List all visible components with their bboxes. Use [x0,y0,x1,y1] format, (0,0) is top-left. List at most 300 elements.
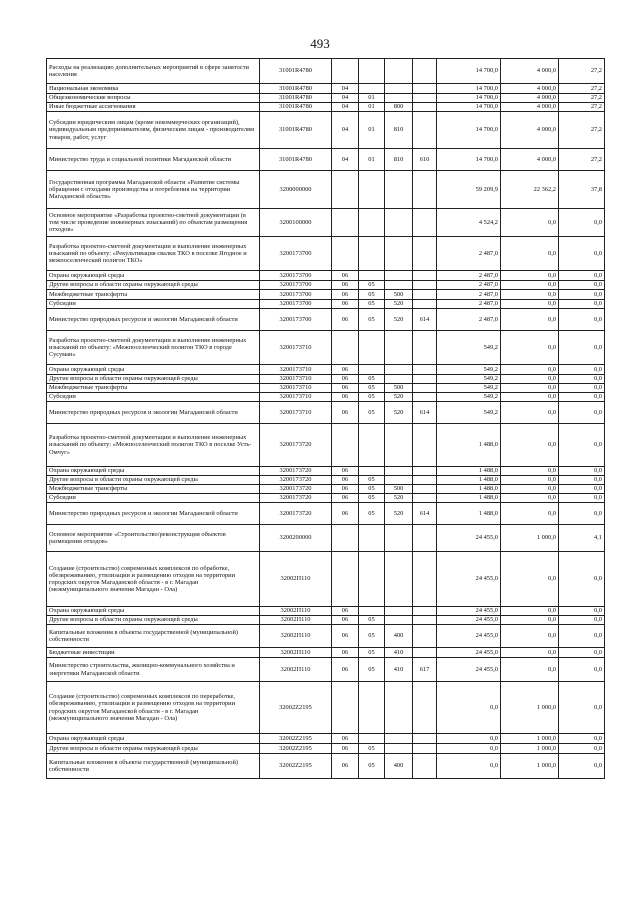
row-executed-amount-cell: 0,0 [501,375,559,384]
row-subsection-cell: 05 [359,494,385,503]
row-csr-cell: 3200173710 [260,375,332,384]
row-expense-type-cell [385,271,413,281]
row-percent-cell: 0,0 [559,290,605,300]
row-percent-cell: 37,8 [559,171,605,209]
row-administrator-cell [413,616,437,625]
row-administrator-cell: 614 [413,402,437,424]
row-subsection-cell: 05 [359,616,385,625]
row-administrator-cell [413,467,437,476]
row-subsection-cell: 05 [359,658,385,682]
row-csr-cell: 32002Z2195 [260,754,332,779]
table-row [47,424,605,467]
table-row [47,744,605,754]
row-expense-type-cell: 410 [385,658,413,682]
row-executed-amount-cell: 1 000,0 [501,754,559,779]
row-csr-cell: 3200173710 [260,393,332,402]
row-executed-amount-cell: 0,0 [501,365,559,375]
budget-table [46,58,605,779]
row-expense-type-cell: 520 [385,494,413,503]
row-subsection-cell [359,59,385,84]
row-plan-amount-cell: 0,0 [437,682,501,734]
row-executed-amount-cell: 0,0 [501,625,559,648]
row-name-cell: Субсидии [47,393,260,402]
row-csr-cell: 3200173720 [260,494,332,503]
row-administrator-cell: 614 [413,309,437,331]
row-section-cell: 06 [332,375,359,384]
row-subsection-cell: 01 [359,103,385,112]
row-name-cell: Охрана окружающей среды [47,607,260,616]
row-plan-amount-cell: 1 488,0 [437,494,501,503]
row-subsection-cell [359,365,385,375]
row-name-cell: Создание (строительство) современных комплексов по переработке, обезвреживанию, утилизации и размещению отходов на территории городских округов Магаданской области - в г. Магадан (межмуниципального значения Магадан - Ола) [47,682,260,734]
row-section-cell: 06 [332,309,359,331]
row-administrator-cell [413,103,437,112]
row-executed-amount-cell: 0,0 [501,476,559,485]
row-section-cell: 06 [332,281,359,290]
row-name-cell: Другие вопросы в области охраны окружающей среды [47,476,260,485]
row-section-cell [332,331,359,365]
row-executed-amount-cell: 0,0 [501,467,559,476]
row-plan-amount-cell: 0,0 [437,754,501,779]
row-subsection-cell: 05 [359,281,385,290]
row-subsection-cell: 01 [359,94,385,103]
table-row [47,648,605,658]
row-subsection-cell: 05 [359,503,385,525]
row-subsection-cell: 05 [359,744,385,754]
row-executed-amount-cell: 4 000,0 [501,84,559,94]
row-name-cell: Разработка проектно-сметной документации и выполнение инженерных изысканий по объекту: «Межпоселенческий полигон ТКО в поселке Усть-Омчуг» [47,424,260,467]
row-plan-amount-cell: 14 700,0 [437,149,501,171]
row-percent-cell: 0,0 [559,616,605,625]
row-section-cell [332,237,359,271]
row-subsection-cell: 05 [359,625,385,648]
row-percent-cell: 0,0 [559,237,605,271]
row-section-cell: 06 [332,384,359,393]
row-plan-amount-cell: 24 455,0 [437,525,501,552]
row-csr-cell: 32002Z2195 [260,744,332,754]
row-administrator-cell [413,84,437,94]
row-executed-amount-cell: 1 000,0 [501,525,559,552]
row-plan-amount-cell: 1 488,0 [437,476,501,485]
row-name-cell: Капитальные вложения в объекты государственной (муниципальной) собственности [47,754,260,779]
row-expense-type-cell: 520 [385,300,413,309]
row-expense-type-cell: 520 [385,503,413,525]
row-csr-cell: 3200200000 [260,525,332,552]
row-percent-cell: 0,0 [559,424,605,467]
row-section-cell: 06 [332,503,359,525]
row-expense-type-cell [385,331,413,365]
row-plan-amount-cell: 0,0 [437,744,501,754]
table-row [47,734,605,744]
row-expense-type-cell [385,616,413,625]
row-subsection-cell [359,424,385,467]
row-percent-cell: 0,0 [559,494,605,503]
row-percent-cell: 0,0 [559,503,605,525]
table-row [47,112,605,149]
row-name-cell: Другие вопросы в области охраны окружающей среды [47,281,260,290]
row-executed-amount-cell: 0,0 [501,331,559,365]
row-subsection-cell: 05 [359,290,385,300]
row-subsection-cell: 05 [359,393,385,402]
table-row [47,331,605,365]
row-administrator-cell: 610 [413,149,437,171]
row-subsection-cell: 05 [359,648,385,658]
row-csr-cell: 32002П110 [260,625,332,648]
table-row [47,402,605,424]
table-row [47,607,605,616]
row-csr-cell: 3200173720 [260,424,332,467]
row-plan-amount-cell: 1 488,0 [437,467,501,476]
row-subsection-cell: 01 [359,149,385,171]
row-expense-type-cell: 520 [385,402,413,424]
row-name-cell: Капитальные вложения в объекты государственной (муниципальной) собственности [47,625,260,648]
row-plan-amount-cell: 24 455,0 [437,552,501,607]
row-name-cell: Охрана окружающей среды [47,271,260,281]
row-subsection-cell: 05 [359,402,385,424]
table-row [47,365,605,375]
row-expense-type-cell: 810 [385,149,413,171]
row-executed-amount-cell: 0,0 [501,384,559,393]
table-row [47,476,605,485]
row-expense-type-cell: 500 [385,290,413,300]
row-name-cell: Охрана окружающей среды [47,467,260,476]
row-executed-amount-cell: 0,0 [501,271,559,281]
row-name-cell: Министерство труда и социальной политики Магаданской области [47,149,260,171]
row-csr-cell: 32002П110 [260,616,332,625]
row-section-cell: 06 [332,625,359,648]
row-plan-amount-cell: 2 487,0 [437,300,501,309]
row-plan-amount-cell: 24 455,0 [437,616,501,625]
row-section-cell: 06 [332,744,359,754]
row-plan-amount-cell: 549,2 [437,393,501,402]
row-csr-cell: 3200173700 [260,271,332,281]
row-administrator-cell [413,112,437,149]
row-plan-amount-cell: 14 700,0 [437,94,501,103]
row-section-cell: 06 [332,494,359,503]
row-plan-amount-cell: 24 455,0 [437,625,501,648]
row-section-cell [332,682,359,734]
table-row [47,171,605,209]
row-name-cell: Министерство природных ресурсов и экологии Магаданской области [47,503,260,525]
row-section-cell: 06 [332,485,359,494]
row-subsection-cell: 05 [359,754,385,779]
row-administrator-cell [413,754,437,779]
row-administrator-cell [413,59,437,84]
row-csr-cell: 32002Z2195 [260,682,332,734]
row-csr-cell: 3200173710 [260,384,332,393]
table-row [47,290,605,300]
row-section-cell [332,171,359,209]
row-administrator-cell [413,648,437,658]
row-name-cell: Разработка проектно-сметной документации и выполнение инженерных изысканий по объекту: «Межпоселенческий полигон ТКО в городе Сусуман» [47,331,260,365]
row-expense-type-cell [385,365,413,375]
row-administrator-cell [413,607,437,616]
row-csr-cell: 3200173710 [260,365,332,375]
row-section-cell: 04 [332,149,359,171]
row-executed-amount-cell: 0,0 [501,209,559,237]
row-administrator-cell [413,271,437,281]
row-subsection-cell: 05 [359,375,385,384]
row-percent-cell: 0,0 [559,300,605,309]
row-expense-type-cell: 500 [385,384,413,393]
row-name-cell: Иные бюджетные ассигнования [47,103,260,112]
row-executed-amount-cell: 0,0 [501,658,559,682]
row-subsection-cell [359,237,385,271]
row-subsection-cell: 05 [359,476,385,485]
row-section-cell [332,525,359,552]
row-percent-cell: 0,0 [559,754,605,779]
row-administrator-cell [413,744,437,754]
row-executed-amount-cell: 0,0 [501,424,559,467]
row-percent-cell: 0,0 [559,393,605,402]
table-row [47,616,605,625]
table-row [47,59,605,84]
row-name-cell: Министерство природных ресурсов и экологии Магаданской области [47,402,260,424]
table-row [47,309,605,331]
row-expense-type-cell [385,744,413,754]
row-csr-cell: 32002П110 [260,658,332,682]
row-subsection-cell [359,525,385,552]
row-section-cell [332,424,359,467]
table-row [47,300,605,309]
row-percent-cell: 27,2 [559,112,605,149]
table-row [47,375,605,384]
table-row [47,525,605,552]
row-percent-cell: 0,0 [559,658,605,682]
row-name-cell: Субсидии юридическим лицам (кроме некоммерческих организаций), индивидуальным предпринимателям, физическим лицам - производителям товаров, работ, услуг [47,112,260,149]
row-subsection-cell: 01 [359,112,385,149]
row-name-cell: Другие вопросы в области охраны окружающей среды [47,744,260,754]
table-row [47,658,605,682]
row-executed-amount-cell: 0,0 [501,648,559,658]
row-csr-cell: 31001R4780 [260,84,332,94]
row-administrator-cell [413,485,437,494]
row-subsection-cell [359,607,385,616]
row-name-cell: Создание (строительство) современных комплексов по обработке, обезвреживанию, утилизации и размещению отходов на территории городских округов Магаданской области - в г. Магадан (межмуниципального значения Магадан - Ола) [47,552,260,607]
row-plan-amount-cell: 2 487,0 [437,309,501,331]
row-executed-amount-cell: 4 000,0 [501,59,559,84]
row-expense-type-cell: 800 [385,103,413,112]
row-expense-type-cell [385,682,413,734]
row-executed-amount-cell: 1 000,0 [501,734,559,744]
row-percent-cell: 0,0 [559,625,605,648]
row-plan-amount-cell: 2 487,0 [437,290,501,300]
row-section-cell: 04 [332,84,359,94]
row-plan-amount-cell: 24 455,0 [437,658,501,682]
row-percent-cell: 0,0 [559,744,605,754]
row-executed-amount-cell: 0,0 [501,393,559,402]
row-plan-amount-cell: 549,2 [437,375,501,384]
row-section-cell: 04 [332,103,359,112]
row-executed-amount-cell: 1 000,0 [501,744,559,754]
row-subsection-cell [359,171,385,209]
row-plan-amount-cell: 2 487,0 [437,271,501,281]
row-plan-amount-cell: 59 209,9 [437,171,501,209]
row-expense-type-cell: 810 [385,112,413,149]
row-section-cell: 06 [332,648,359,658]
row-subsection-cell [359,331,385,365]
row-section-cell: 04 [332,112,359,149]
table-row [47,467,605,476]
row-name-cell: Охрана окружающей среды [47,734,260,744]
table-row [47,754,605,779]
row-plan-amount-cell: 1 488,0 [437,424,501,467]
row-name-cell: Основное мероприятие «Строительство/реконструкция объектов размещения отходов» [47,525,260,552]
row-plan-amount-cell: 24 455,0 [437,648,501,658]
row-plan-amount-cell: 549,2 [437,331,501,365]
row-expense-type-cell [385,424,413,467]
row-name-cell: Субсидии [47,494,260,503]
row-administrator-cell [413,552,437,607]
row-name-cell: Межбюджетные трансферты [47,485,260,494]
row-administrator-cell [413,281,437,290]
table-row [47,485,605,494]
row-csr-cell: 31001R4780 [260,94,332,103]
row-percent-cell: 27,2 [559,59,605,84]
row-subsection-cell [359,467,385,476]
row-name-cell: Межбюджетные трансферты [47,384,260,393]
row-name-cell: Бюджетные инвестиции [47,648,260,658]
row-csr-cell: 31001R4780 [260,59,332,84]
row-plan-amount-cell: 549,2 [437,402,501,424]
row-administrator-cell [413,525,437,552]
row-percent-cell: 0,0 [559,281,605,290]
row-subsection-cell [359,682,385,734]
row-expense-type-cell [385,59,413,84]
row-name-cell: Субсидии [47,300,260,309]
row-administrator-cell [413,171,437,209]
table-row [47,281,605,290]
row-administrator-cell [413,393,437,402]
row-administrator-cell [413,682,437,734]
row-name-cell: Общеэкономические вопросы [47,94,260,103]
row-section-cell: 06 [332,616,359,625]
row-name-cell: Национальная экономика [47,84,260,94]
row-percent-cell: 0,0 [559,682,605,734]
row-percent-cell: 27,2 [559,94,605,103]
row-csr-cell: 3200173700 [260,300,332,309]
row-percent-cell: 0,0 [559,467,605,476]
row-plan-amount-cell: 1 488,0 [437,485,501,494]
row-csr-cell: 3200173700 [260,290,332,300]
row-executed-amount-cell: 0,0 [501,237,559,271]
row-section-cell: 06 [332,290,359,300]
table-row [47,103,605,112]
row-section-cell: 06 [332,467,359,476]
row-name-cell: Разработка проектно-сметной документации и выполнение инженерных изысканий по объекту: «Рекультивация свалки ТКО в поселке Ягодное и межпоселенческий полигон ТКО» [47,237,260,271]
row-percent-cell: 0,0 [559,607,605,616]
row-plan-amount-cell: 2 487,0 [437,281,501,290]
table-row [47,209,605,237]
row-percent-cell: 0,0 [559,648,605,658]
row-csr-cell: 3200173720 [260,503,332,525]
row-percent-cell: 0,0 [559,384,605,393]
row-expense-type-cell [385,237,413,271]
row-subsection-cell [359,209,385,237]
row-plan-amount-cell: 14 700,0 [437,103,501,112]
table-row [47,393,605,402]
row-administrator-cell [413,365,437,375]
row-section-cell: 06 [332,607,359,616]
row-name-cell: Министерство природных ресурсов и экологии Магаданской области [47,309,260,331]
row-plan-amount-cell: 4 524,2 [437,209,501,237]
row-subsection-cell [359,734,385,744]
row-percent-cell: 0,0 [559,552,605,607]
table-row [47,384,605,393]
row-expense-type-cell: 410 [385,648,413,658]
row-executed-amount-cell: 0,0 [501,552,559,607]
row-executed-amount-cell: 0,0 [501,503,559,525]
row-administrator-cell [413,209,437,237]
row-csr-cell: 32002П110 [260,607,332,616]
row-name-cell: Министерство строительства, жилищно-коммунального хозяйства и энергетики Магаданской области [47,658,260,682]
row-csr-cell: 32002П110 [260,648,332,658]
row-name-cell: Основное мероприятие «Разработка проектно-сметной документации (в том числе проведение инженерных изысканий) по объектам размещения отходов» [47,209,260,237]
row-plan-amount-cell: 0,0 [437,734,501,744]
row-administrator-cell: 614 [413,503,437,525]
row-expense-type-cell [385,552,413,607]
row-percent-cell: 0,0 [559,375,605,384]
table-body [47,59,605,779]
row-section-cell: 06 [332,365,359,375]
row-subsection-cell [359,84,385,94]
row-csr-cell: 32002Z2195 [260,734,332,744]
row-csr-cell: 3200173700 [260,309,332,331]
row-csr-cell: 3200173720 [260,467,332,476]
row-expense-type-cell [385,281,413,290]
row-percent-cell: 0,0 [559,309,605,331]
row-section-cell: 06 [332,754,359,779]
row-plan-amount-cell: 14 700,0 [437,84,501,94]
row-plan-amount-cell: 2 487,0 [437,237,501,271]
row-csr-cell: 3200173720 [260,485,332,494]
row-plan-amount-cell: 549,2 [437,365,501,375]
row-expense-type-cell [385,375,413,384]
row-name-cell: Расходы на реализацию дополнительных мероприятий в сфере занятости населения [47,59,260,84]
row-section-cell: 04 [332,94,359,103]
row-expense-type-cell: 400 [385,625,413,648]
row-section-cell: 06 [332,658,359,682]
row-csr-cell: 31001R4780 [260,149,332,171]
row-section-cell [332,552,359,607]
row-section-cell: 06 [332,393,359,402]
row-csr-cell: 31001R4780 [260,112,332,149]
row-subsection-cell [359,271,385,281]
row-subsection-cell: 05 [359,300,385,309]
row-subsection-cell: 05 [359,485,385,494]
row-plan-amount-cell: 24 455,0 [437,607,501,616]
row-csr-cell: 3200173700 [260,237,332,271]
row-csr-cell: 31001R4780 [260,103,332,112]
row-name-cell: Охрана окружающей среды [47,365,260,375]
row-expense-type-cell [385,467,413,476]
row-section-cell [332,59,359,84]
row-expense-type-cell [385,94,413,103]
row-executed-amount-cell: 0,0 [501,607,559,616]
row-executed-amount-cell: 4 000,0 [501,94,559,103]
row-csr-cell: 3200100000 [260,209,332,237]
row-administrator-cell [413,625,437,648]
row-name-cell: Другие вопросы в области охраны окружающей среды [47,616,260,625]
row-percent-cell: 27,2 [559,149,605,171]
row-executed-amount-cell: 0,0 [501,300,559,309]
row-csr-cell: 3200173710 [260,331,332,365]
row-executed-amount-cell: 22 362,2 [501,171,559,209]
row-executed-amount-cell: 0,0 [501,309,559,331]
row-csr-cell: 3200173700 [260,281,332,290]
row-name-cell: Другие вопросы в области охраны окружающей среды [47,375,260,384]
row-expense-type-cell: 400 [385,754,413,779]
